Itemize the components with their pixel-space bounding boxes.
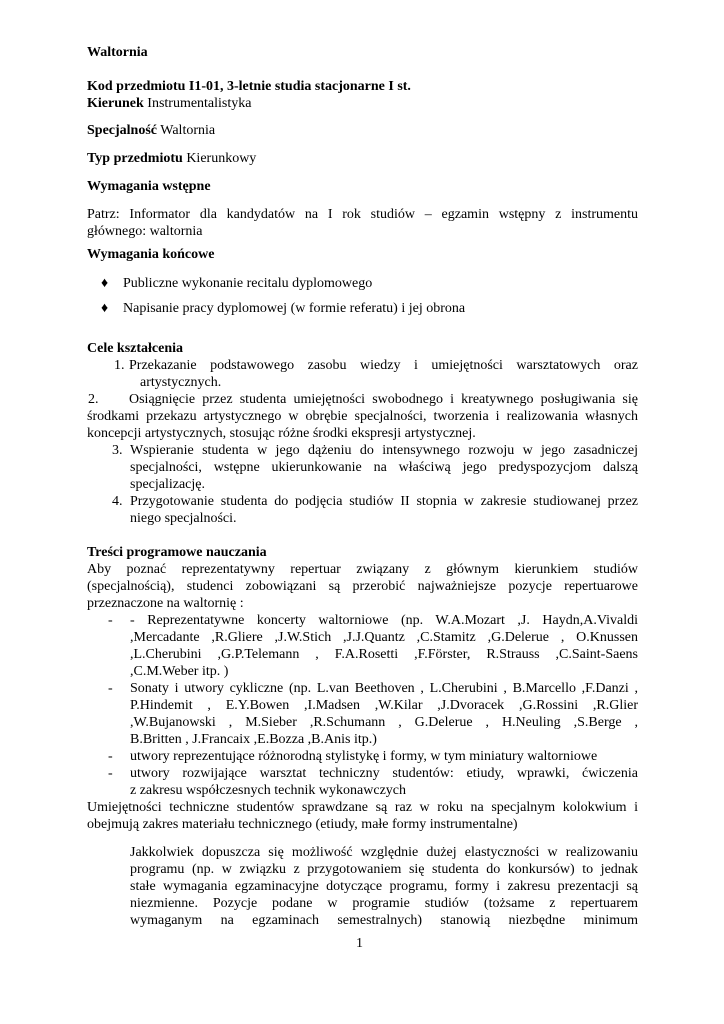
goal-2-line: środkami przekazu artystycznego w obrębie specjalności, tworzenia i realizowania własnych <box>87 409 638 424</box>
goal-2-line: Osiągnięcie przez studenta umiejętności swobodnego i kreatywnego posługiwania się <box>129 392 638 407</box>
final-req-item-text: Publiczne wykonanie recitalu dyplomowego <box>123 276 373 291</box>
dash-bullet: - <box>108 749 113 764</box>
repertoire-line: B.Britten , J.Francaix ,E.Bozza ,B.Anis itp.) <box>130 732 377 747</box>
field-kierunek <box>87 95 638 112</box>
skills-line: obejmują zakres materiału technicznego (etiudy, małe formy instrumentalne) <box>87 817 518 832</box>
note-line: niezmienne. Pozycje podane w programie studiów (tożsame z repertuarem <box>130 896 638 911</box>
prereq-line-2: głównego: waltornia <box>87 224 203 239</box>
document-title: Waltornia <box>87 45 148 60</box>
field-value: Waltornia <box>160 123 216 138</box>
final-req-item-text: Napisanie pracy dyplomowej (w formie referatu) i jej obrona <box>123 301 466 316</box>
repertoire-line: ,W.Bujanowski , M.Sieber ,R.Schumann , G.Delerue , H.Neuling ,S.Berge , <box>130 715 638 730</box>
diamond-bullet-icon: ♦ <box>101 276 109 291</box>
prereq-heading: Wymagania wstępne <box>87 179 211 194</box>
diamond-bullet-icon: ♦ <box>101 301 109 316</box>
course-code: Kod przedmiotu I1-01, 3-letnie studia stacjonarne I st. <box>87 79 411 94</box>
field-typ <box>87 150 638 167</box>
repertoire-line: utwory reprezentujące różnorodną stylistykę i formy, w tym miniatury waltorniowe <box>130 749 598 764</box>
field-specjalnosc <box>87 122 638 139</box>
dash-bullet: - <box>108 766 113 781</box>
repertoire-line: utwory rozwijające warsztat techniczny studentów: etiudy, wprawki, ćwiczenia <box>130 766 638 781</box>
page-number: 1 <box>356 936 363 951</box>
goal-3-line: Wspieranie studenta w jego dążeniu do intensywnego rozwoju w jego zasadniczej <box>130 443 638 458</box>
program-heading: Treści programowe nauczania <box>87 545 267 560</box>
repertoire-line: ,C.M.Weber itp. ) <box>130 664 229 679</box>
goal-4-line: niego specjalności. <box>130 511 237 526</box>
goal-3-line: specjalności, wstępne ukierunkowanie na właściwą jego predyspozycjom dalszą <box>130 460 638 475</box>
goal-2-line: koncepcji artystycznych, stosując różne środki ekspresji artystycznej. <box>87 426 476 441</box>
goal-4-number: 4. <box>112 494 123 509</box>
goals-heading: Cele kształcenia <box>87 341 184 356</box>
goal-1-number: 1. <box>114 358 125 373</box>
repertoire-line: ,Mercadante ,R.Gliere ,J.W.Stich ,J.J.Quantz ,C.Stamitz ,G.Delerue , O.Knussen <box>130 630 638 645</box>
field-value: Kierunkowy <box>186 151 257 166</box>
program-intro-line: przeznaczone na waltornię : <box>87 596 244 611</box>
note-line: programu (np. w związku z przygotowaniem się studenta do konkursów) to jednak <box>130 862 638 877</box>
note-line: Jakkolwiek dopuszcza się możliwość względnie dużej elastyczności w realizowaniu <box>130 845 638 860</box>
goal-1-line: Przekazanie podstawowego zasobu wiedzy i umiejętności warsztatowych oraz <box>129 358 638 373</box>
note-line: wymaganym na egzaminach semestralnych) stanowią niezbędne minimum <box>130 913 638 928</box>
repertoire-line: Sonaty i utwory cykliczne (np. L.van Beethoven , L.Cherubini , B.Marcello ,F.Danzi , <box>130 681 638 696</box>
final-req-heading: Wymagania końcowe <box>87 247 215 262</box>
field-label: Kierunek <box>87 96 144 111</box>
repertoire-line: ,L.Cherubini ,G.P.Telemann , F.A.Rosetti ,F.Förster, R.Strauss ,C.Saint-Saens <box>130 647 638 662</box>
field-label: Typ przedmiotu <box>87 151 183 166</box>
goal-3-line: specjalizację. <box>130 477 206 492</box>
skills-line: Umiejętności techniczne studentów sprawdzane są raz w roku na specjalnym kolokwium i <box>87 800 638 815</box>
goal-3-number: 3. <box>112 443 123 458</box>
field-value: Instrumentalistyka <box>147 96 252 111</box>
goal-4-line: Przygotowanie studenta do podjęcia studiów II stopnia w zakresie studiowanej przez <box>130 494 638 509</box>
repertoire-line: z zakresu współczesnych technik wykonawczych <box>130 783 407 798</box>
goal-2-number: 2. <box>88 392 99 407</box>
repertoire-line: P.Hindemit , E.Y.Bowen ,I.Madsen ,W.Kilar ,J.Dvoracek ,G.Rossini ,R.Glier <box>130 698 638 713</box>
dash-bullet: - <box>108 681 113 696</box>
dash-bullet: - <box>108 613 113 628</box>
field-label: Specjalność <box>87 123 157 138</box>
prereq-line-1: Patrz: Informator dla kandydatów na I rok studiów – egzamin wstępny z instrumentu <box>87 207 638 222</box>
repertoire-line: - Reprezentatywne koncerty waltorniowe (np. W.A.Mozart ,J. Haydn,A.Vivaldi <box>130 613 638 628</box>
program-intro-line: Aby poznać reprezentatywny repertuar związany z głównym kierunkiem studiów <box>87 562 638 577</box>
goal-1-line: artystycznych. <box>140 375 222 390</box>
program-intro-line: (specjalnością), studenci zobowiązani są przerobić najważniejsze pozycje repertuarowe <box>87 579 638 594</box>
note-line: stałe wymagania egzaminacyjne dotyczące programu, formy i zakresu prezentacji są <box>130 879 638 894</box>
